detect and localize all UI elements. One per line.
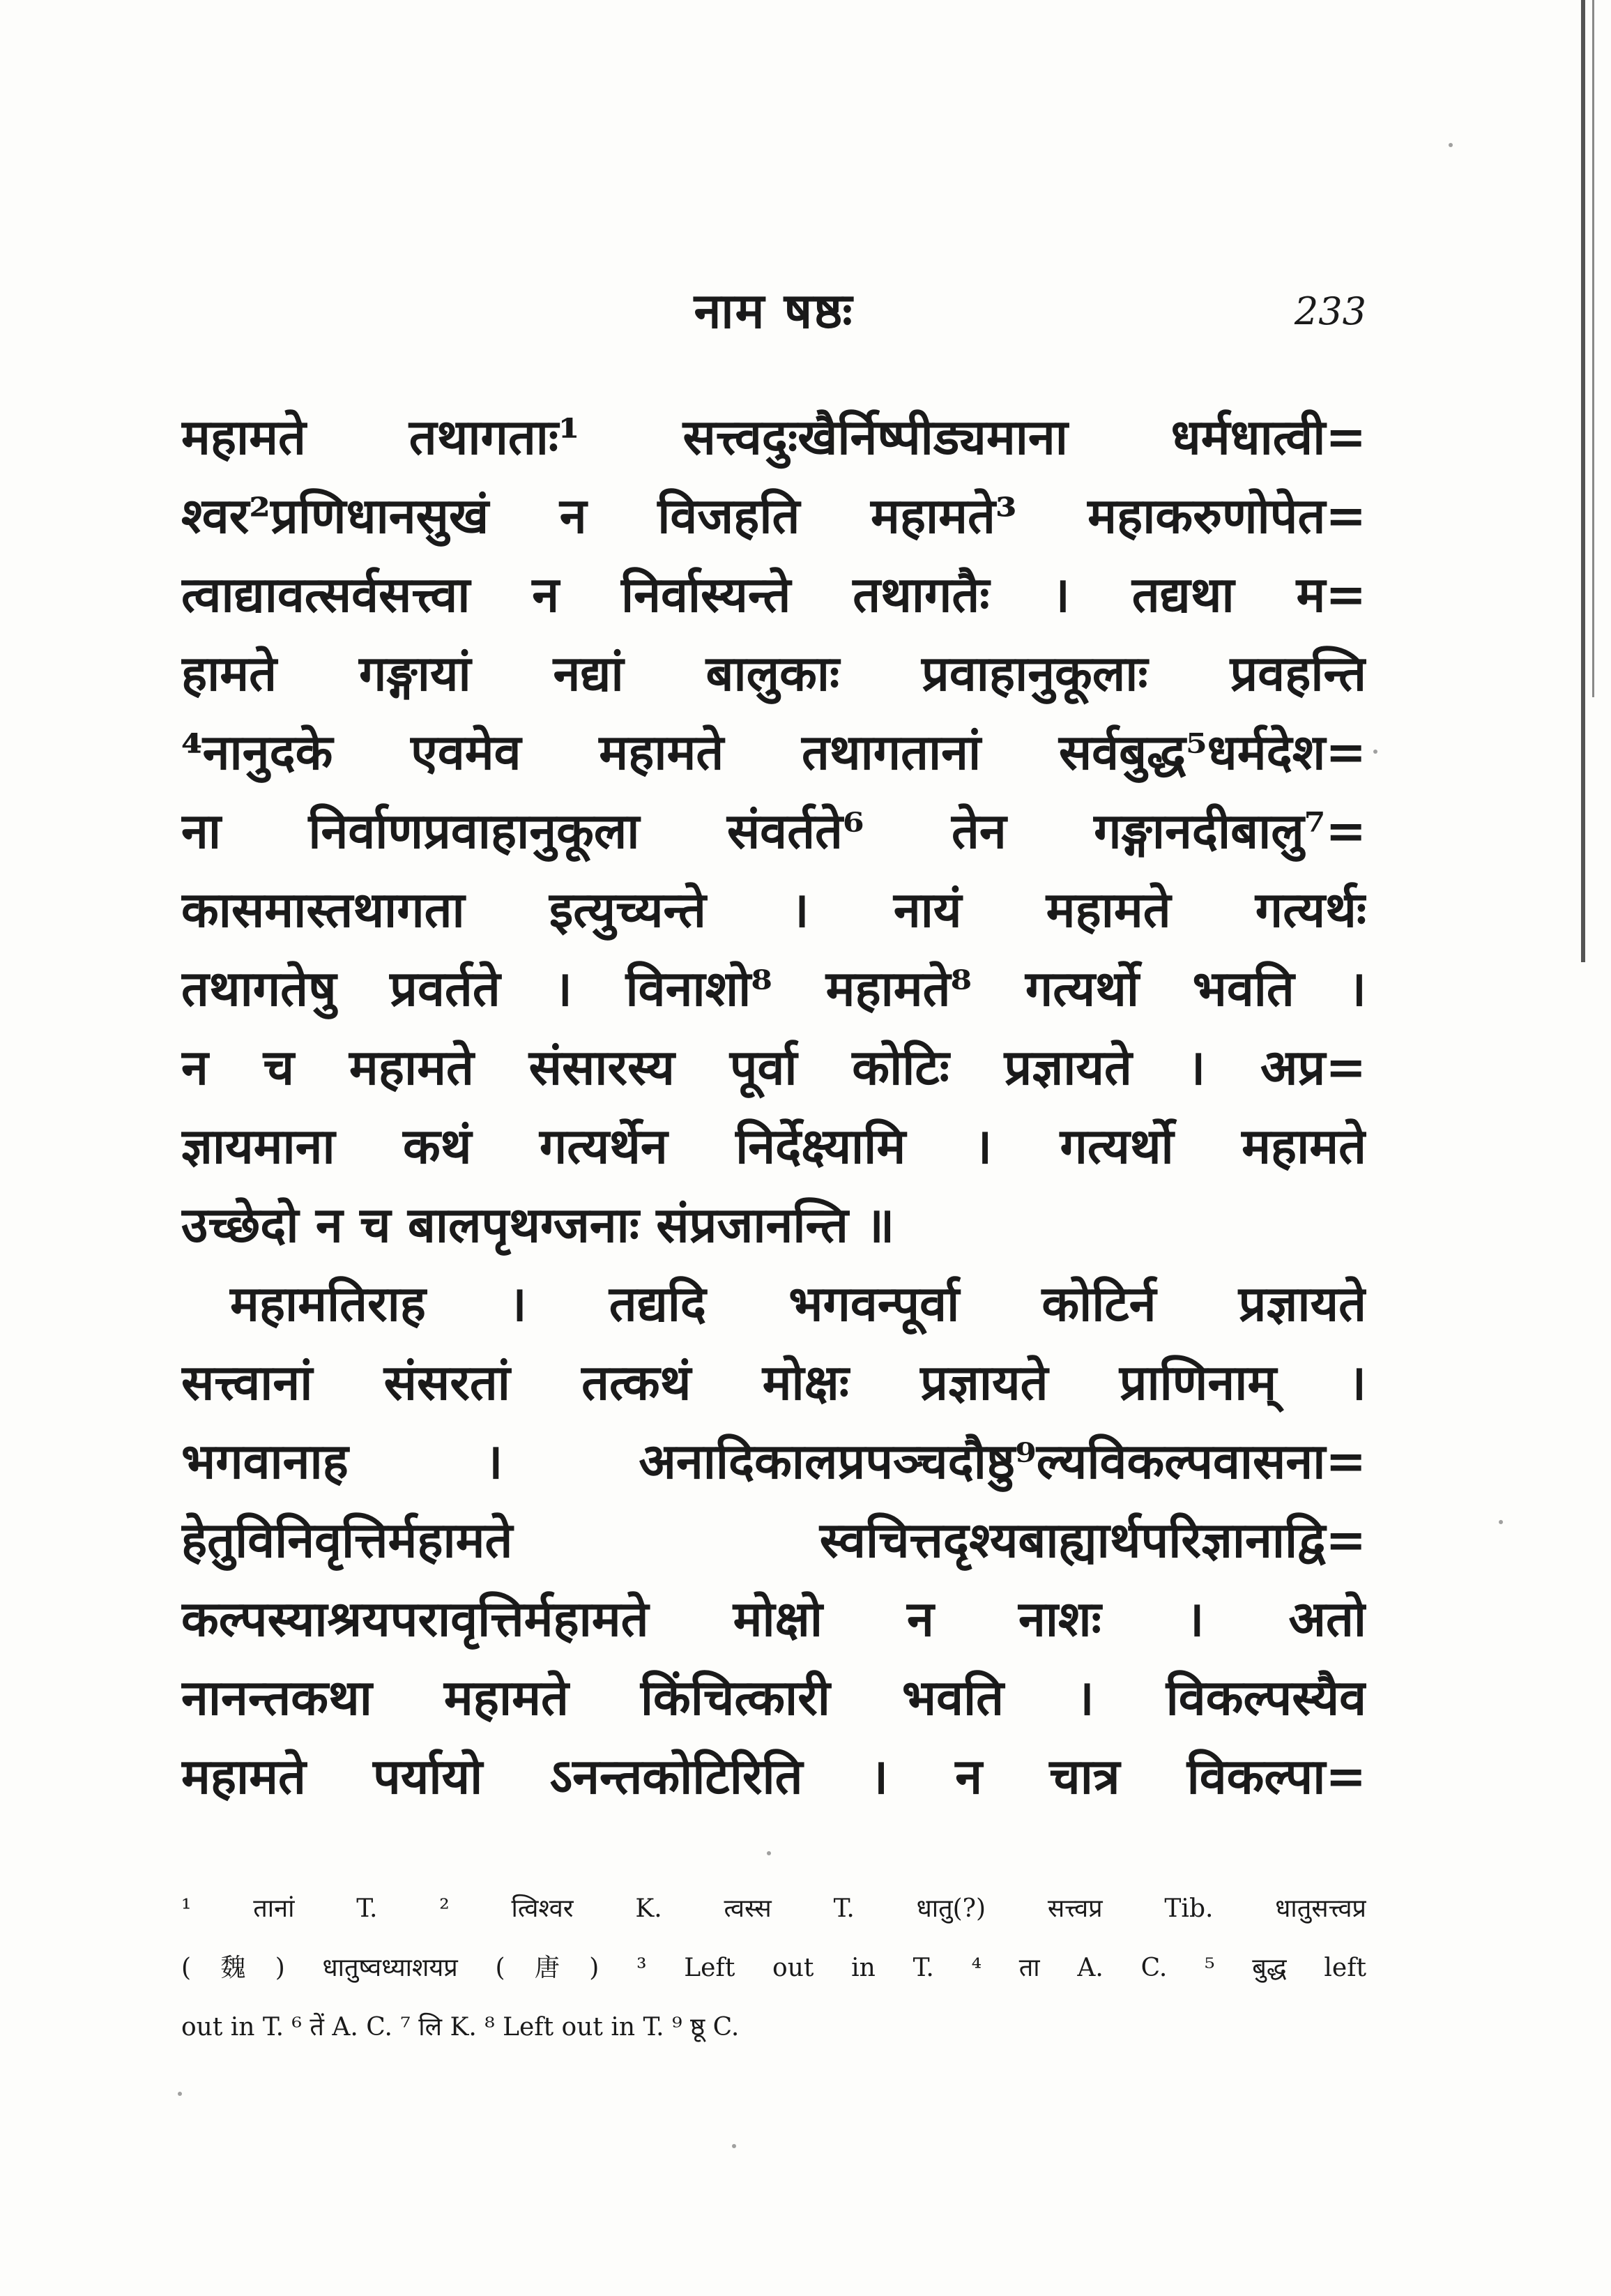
text-line: ना निर्वाणप्रवाहानुकूला संवर्तते⁶ तेन गङ्गानदीबालु⁷= [181, 802, 1366, 860]
footnote-line: ¹ तानां T. ² त्विश्वर K. त्वस्स T. धातु(?) सत्त्वप्र Tib. धातुसत्त्वप्र [181, 1894, 1366, 1923]
page-header [181, 275, 1366, 352]
text-line: महामतिराह । तद्यदि भगवन्पूर्वा कोटिर्न प्रज्ञायते [230, 1275, 1366, 1332]
text-line: कल्पस्याश्रयपरावृत्तिर्महामते मोक्षो न नाशः । अतो [181, 1590, 1366, 1648]
scan-speck [178, 2092, 182, 2096]
scan-speck [767, 1851, 771, 1855]
text-line: नानन्तकथा महामते किंचित्कारी भवति । विकल्पस्यैव [181, 1668, 1366, 1726]
text-line: हेतुविनिवृत्तिर्महामते स्वचित्तदृश्यबाह्यार्थपरिज्ञानाद्वि= [181, 1511, 1366, 1569]
running-head: नाम षष्ठः [694, 282, 854, 340]
text-line: कासमास्तथागता इत्युच्यन्ते । नायं महामते गत्यर्थः [181, 881, 1366, 938]
text-line: न च महामते संसारस्य पूर्वा कोटिः प्रज्ञायते । अप्र= [181, 1038, 1366, 1096]
text-line: उच्छेदो न च बालपृथग्जनाः संप्रजानन्ति ॥ [181, 1196, 895, 1254]
text-line: महामते पर्यायो ऽनन्तकोटिरिति । न चात्र विकल्पा= [181, 1747, 1366, 1805]
scan-speck [1373, 750, 1377, 754]
scan-speck [1499, 1520, 1503, 1524]
text-line: भगवानाह । अनादिकालप्रपञ्चदौष्ठु⁹ल्यविकल्पवासना= [181, 1432, 1366, 1490]
text-line: हामते गङ्गायां नद्यां बालुकाः प्रवाहानुकूलाः प्रवहन्ति [181, 644, 1366, 702]
footnote-line: (魏) धातुष्वध्याशयप्र (唐) ³ Left out in T. ⁴ ता A. C. ⁵ बुद्ध left [181, 1954, 1366, 1982]
scan-speck [732, 2144, 736, 2148]
text-line: महामते तथागताः¹ सत्त्वदुःखैर्निष्पीड्यमाना धर्मधात्वी= [181, 408, 1366, 466]
binding-edge-line [1581, 0, 1585, 962]
scan-speck [1449, 143, 1453, 147]
text-line: श्वर²प्रणिधानसुखं न विजहति महामते³ महाकरुणोपेत= [181, 487, 1366, 545]
text-line: सत्त्वानां संसरतां तत्कथं मोक्षः प्रज्ञायते प्राणिनाम् । [181, 1353, 1366, 1411]
text-line: ⁴नानुदके एवमेव महामते तथागतानां सर्वबुद्ध⁵धर्मदेश= [181, 723, 1366, 781]
body-text [181, 397, 1366, 1816]
footnote-line: out in T. ⁶ तें A. C. ⁷ लि K. ⁸ Left out in T. ⁹ ष्ठू C. [181, 2013, 740, 2042]
text-line: तथागतेषु प्रवर्तते । विनाशो⁸ महामते⁸ गत्यर्थो भवति । [181, 959, 1366, 1017]
page-number: 233 [1294, 289, 1366, 333]
binding-edge-line-thin [1592, 0, 1594, 697]
footnotes [181, 1879, 1366, 2057]
text-line: ज्ञायमाना कथं गत्यर्थेन निर्देक्ष्यामि । गत्यर्थो महामते [181, 1117, 1366, 1175]
text-line: त्वाद्यावत्सर्वसत्त्वा न निर्वास्यन्ते तथागतैः । तद्यथा म= [181, 565, 1366, 623]
